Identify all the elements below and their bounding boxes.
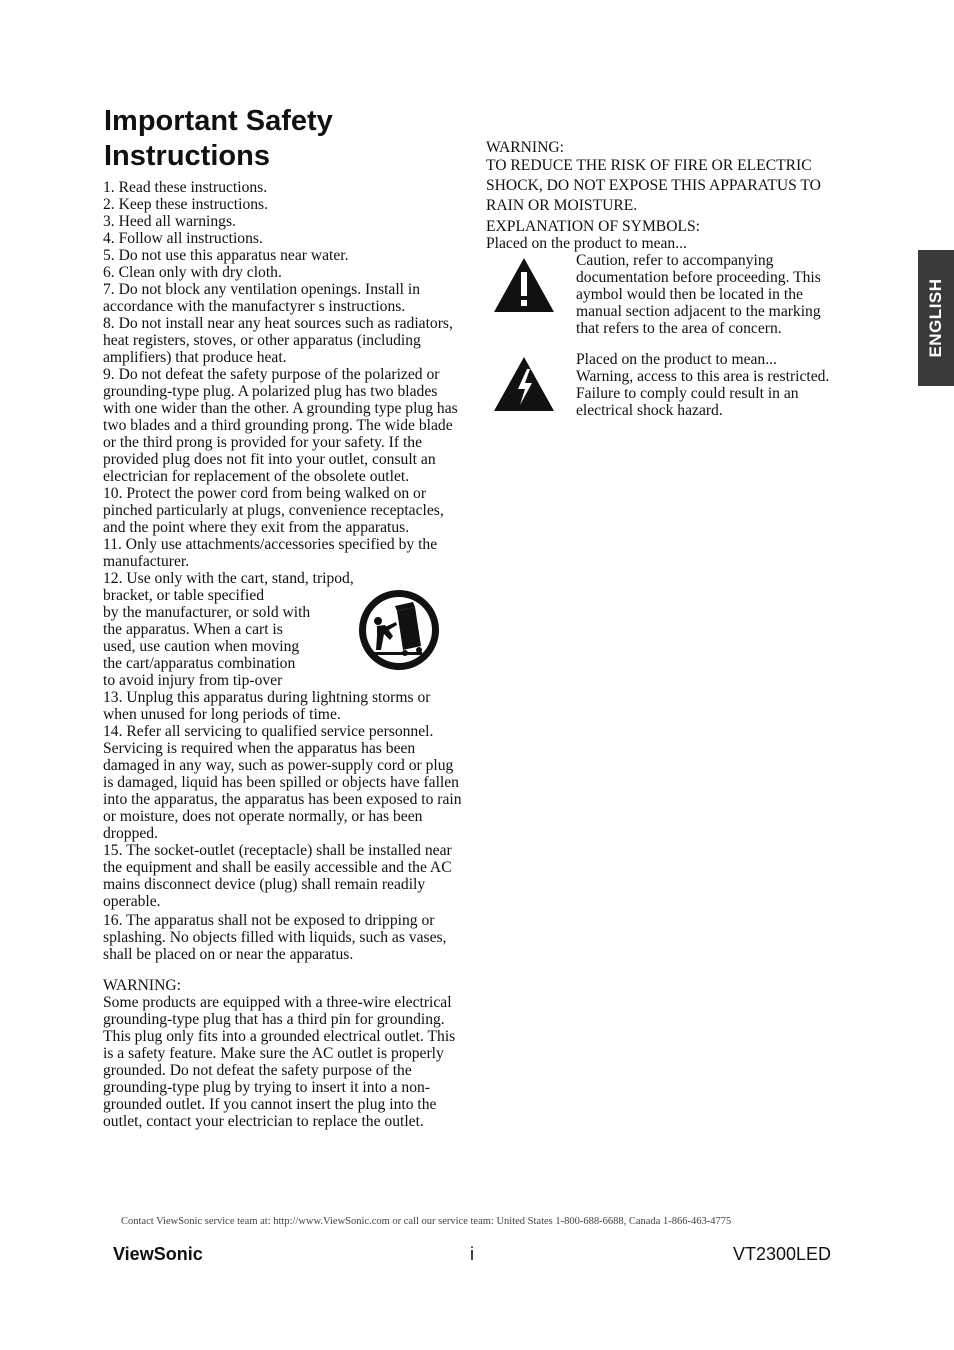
instruction-item: 7. Do not block any ventilation openings. Install in accordance with the manufactyrer s instructions. [103,281,421,315]
instruction-item: 4. Follow all instructions. [103,230,263,247]
title-line-1: Important Safety [104,105,333,137]
shock-symbol-text: Warning, access to this area is restricted. Failure to comply could result in an electrical shock hazard. [576,368,830,419]
instruction-item: 9. Do not defeat the safety purpose of the polarized or grounding-type plug. A polarized plug has two blades with one wider than the other. A grounding type plug has two blades and a third grounding prong. The wide blade or the third prong is provided for your safety. If the provided plug does not fit into your outlet, consult an electrician for replacement of the obsolete outlet. [103,366,458,485]
instruction-item: 15. The socket-outlet (receptacle) shall be installed near the equipment and shall be easily accessible and the AC mains disconnect device (plug) shall remain readily operable. [103,842,452,910]
instruction-item: 8. Do not install near any heat sources such as radiators, heat registers, stoves, or other apparatus (including amplifiers) that produce heat. [103,315,453,366]
footer-model: VT2300LED [732,1244,831,1264]
contact-line: Contact ViewSonic service team at: http://www.ViewSonic.com or call our service team: United States 1-800-688-6688, Canada 1-866-463-4775 [121,1216,732,1227]
fire-warning-heading: WARNING: [486,139,564,156]
instruction-item: 10. Protect the power cord from being walked on or pinched particularly at plugs, convenience receptacles, and the point where they exit from the apparatus. [103,485,444,536]
instruction-item: 14. Refer all servicing to qualified service personnel. Servicing is required when the apparatus has been damaged in any way, such as power-supply cord or plug is damaged, liquid has been spilled or objects have fallen into the apparatus, the apparatus has been exposed to rain or moisture, does not operate normally, or has been dropped. [103,723,462,842]
language-tab-label: ENGLISH [926,278,945,358]
instruction-item: 11. Only use attachments/accessories specified by the manufacturer. [103,536,438,570]
cart-tip-over-icon [357,588,441,672]
shock-symbol-row [486,351,846,421]
instruction-item: 1. Read these instructions. [103,179,268,196]
page-number: i [470,1244,474,1264]
instructions-column [103,179,465,1130]
caution-symbol-text: Caution, refer to accompanying documentation before proceeding. This aymbol would then be located in the manual section adjacent to the marking that refers to the area of concern. [576,252,821,337]
instruction-line: the cart/apparatus combination [103,655,296,672]
instruction-item: 13. Unplug this apparatus during lightning storms or when unused for long periods of time. [103,689,431,723]
footer-brand: ViewSonic [113,1244,203,1264]
instruction-line: used, use caution when moving [103,638,300,655]
title-line-2: Instructions [104,140,270,172]
page-title [104,104,444,174]
instruction-line: by the manufacturer, or sold with [103,604,311,621]
instruction-line: to avoid injury from tip-over [103,672,283,689]
symbols-heading: EXPLANATION OF SYMBOLS: [486,218,701,235]
instruction-item: 2. Keep these instructions. [103,196,268,213]
fire-warning-body: TO REDUCE THE RISK OF FIRE OR ELECTRIC SHOCK, DO NOT EXPOSE THIS APPARATUS TO RAIN OR MOISTURE. [486,157,821,214]
lightning-triangle-icon [494,357,554,411]
exclamation-triangle-icon [494,258,554,312]
caution-symbol-row [486,252,846,337]
instruction-item: 6. Clean only with dry cloth. [103,264,282,281]
cart-warning [103,570,465,689]
symbols-intro: Placed on the product to mean... [486,235,687,252]
grounding-warning-body: Some products are equipped with a three-wire electrical grounding-type plug that has a third pin for grounding. This plug only fits into a grounded electrical outlet. This is a safety feature. Make sure the AC outlet is properly grounded. Do not defeat the safety purpose of the grounding-type plug by trying to insert it into a non-grounded outlet. If you cannot insert the plug into the outlet, contact your electrician to replace the outlet. [103,994,456,1130]
instruction-item: 3. Heed all warnings. [103,213,236,230]
instruction-item: 5. Do not use this apparatus near water. [103,247,349,264]
symbols-column [486,111,846,421]
language-tab [918,250,954,386]
instruction-line: bracket, or table specified [103,587,265,604]
instruction-line: the apparatus. When a cart is [103,621,283,638]
shock-symbol-intro: Placed on the product to mean... [576,351,777,368]
instruction-line: 12. Use only with the cart, stand, tripod, [103,570,354,587]
instruction-item: 16. The apparatus shall not be exposed to dripping or splashing. No objects filled with liquids, such as vases, shall be placed on or near the apparatus. [103,912,447,963]
grounding-warning-heading: WARNING: [103,977,181,994]
